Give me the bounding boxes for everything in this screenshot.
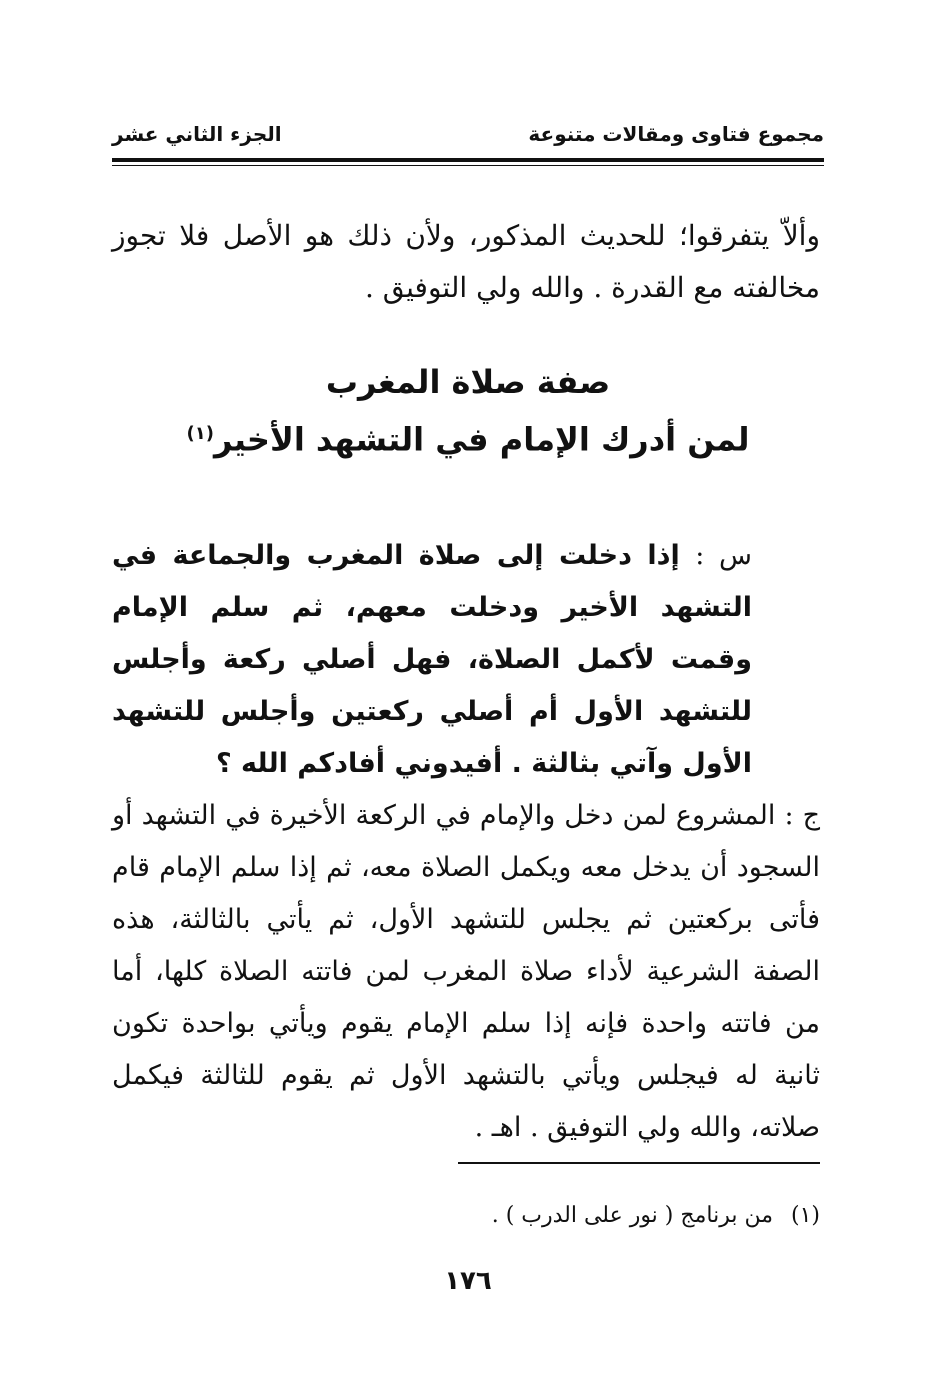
book-title: مجموع فتاوى ومقالات متنوعة [528, 122, 824, 146]
answer-text: المشروع لمن دخل والإمام في الركعة الأخيرة في التشهد أو السجود أن يدخل معه ويكمل الصلاة معه، ثم إذا سلم الإمام قام فأتى بركعتين ثم يجلس للتشهد الأول، ثم يأتي بالثالثة، هذه الصفة الشرعية لأداء صلاة المغرب لمن فاتته الصلاة كلها، أما من فاتته واحدة فإنه إذا سلم الإمام يقوم ويأتي بواحدة تكون ثانية له فيجلس ويأتي بالتشهد الأول ثم يقوم للثالثة فيكمل صلاته، والله ولي التوفيق . اهـ . [112, 800, 820, 1143]
answer-paragraph [112, 790, 820, 1154]
section-title-line2-text: لمن أدرك الإمام في التشهد الأخير [213, 420, 750, 459]
header-rule-thin [112, 165, 824, 166]
section-title-line1: صفة صلاة المغرب [325, 363, 611, 401]
footnote [112, 1200, 820, 1232]
section-title-line2 [112, 406, 824, 468]
intro-paragraph: وألاّ يتفرقوا؛ للحديث المذكور، ولأن ذلك هو الأصل فلا تجوز مخالفته مع القدرة . والله ولي التوفيق . [112, 219, 820, 304]
footnote-separator [458, 1162, 820, 1164]
question-paragraph [112, 530, 752, 790]
volume-label: الجزء الثاني عشر [112, 122, 282, 146]
header-rule-thick [112, 158, 824, 162]
page-number: ١٧٦ [444, 1266, 492, 1296]
footnote-text: من برنامج ( نور على الدرب ) . [491, 1203, 773, 1228]
footnote-reference: (١) [186, 423, 214, 444]
question-text: إذا دخلت إلى صلاة المغرب والجماعة في التشهد الأخير ودخلت معهم، ثم سلم الإمام وقمت لأكمل الصلاة، فهل أصلي ركعة وأجلس للتشهد الأول أم أصلي ركعتين وأجلس للتشهد الأول وآتي بثالثة . أفيدوني أفادكم الله ؟ [112, 540, 752, 779]
footnote-number: (١) [790, 1203, 820, 1228]
running-header [112, 122, 824, 156]
section-title [112, 358, 824, 468]
answer-label: ج : [784, 800, 820, 831]
question-label: س : [695, 540, 752, 571]
